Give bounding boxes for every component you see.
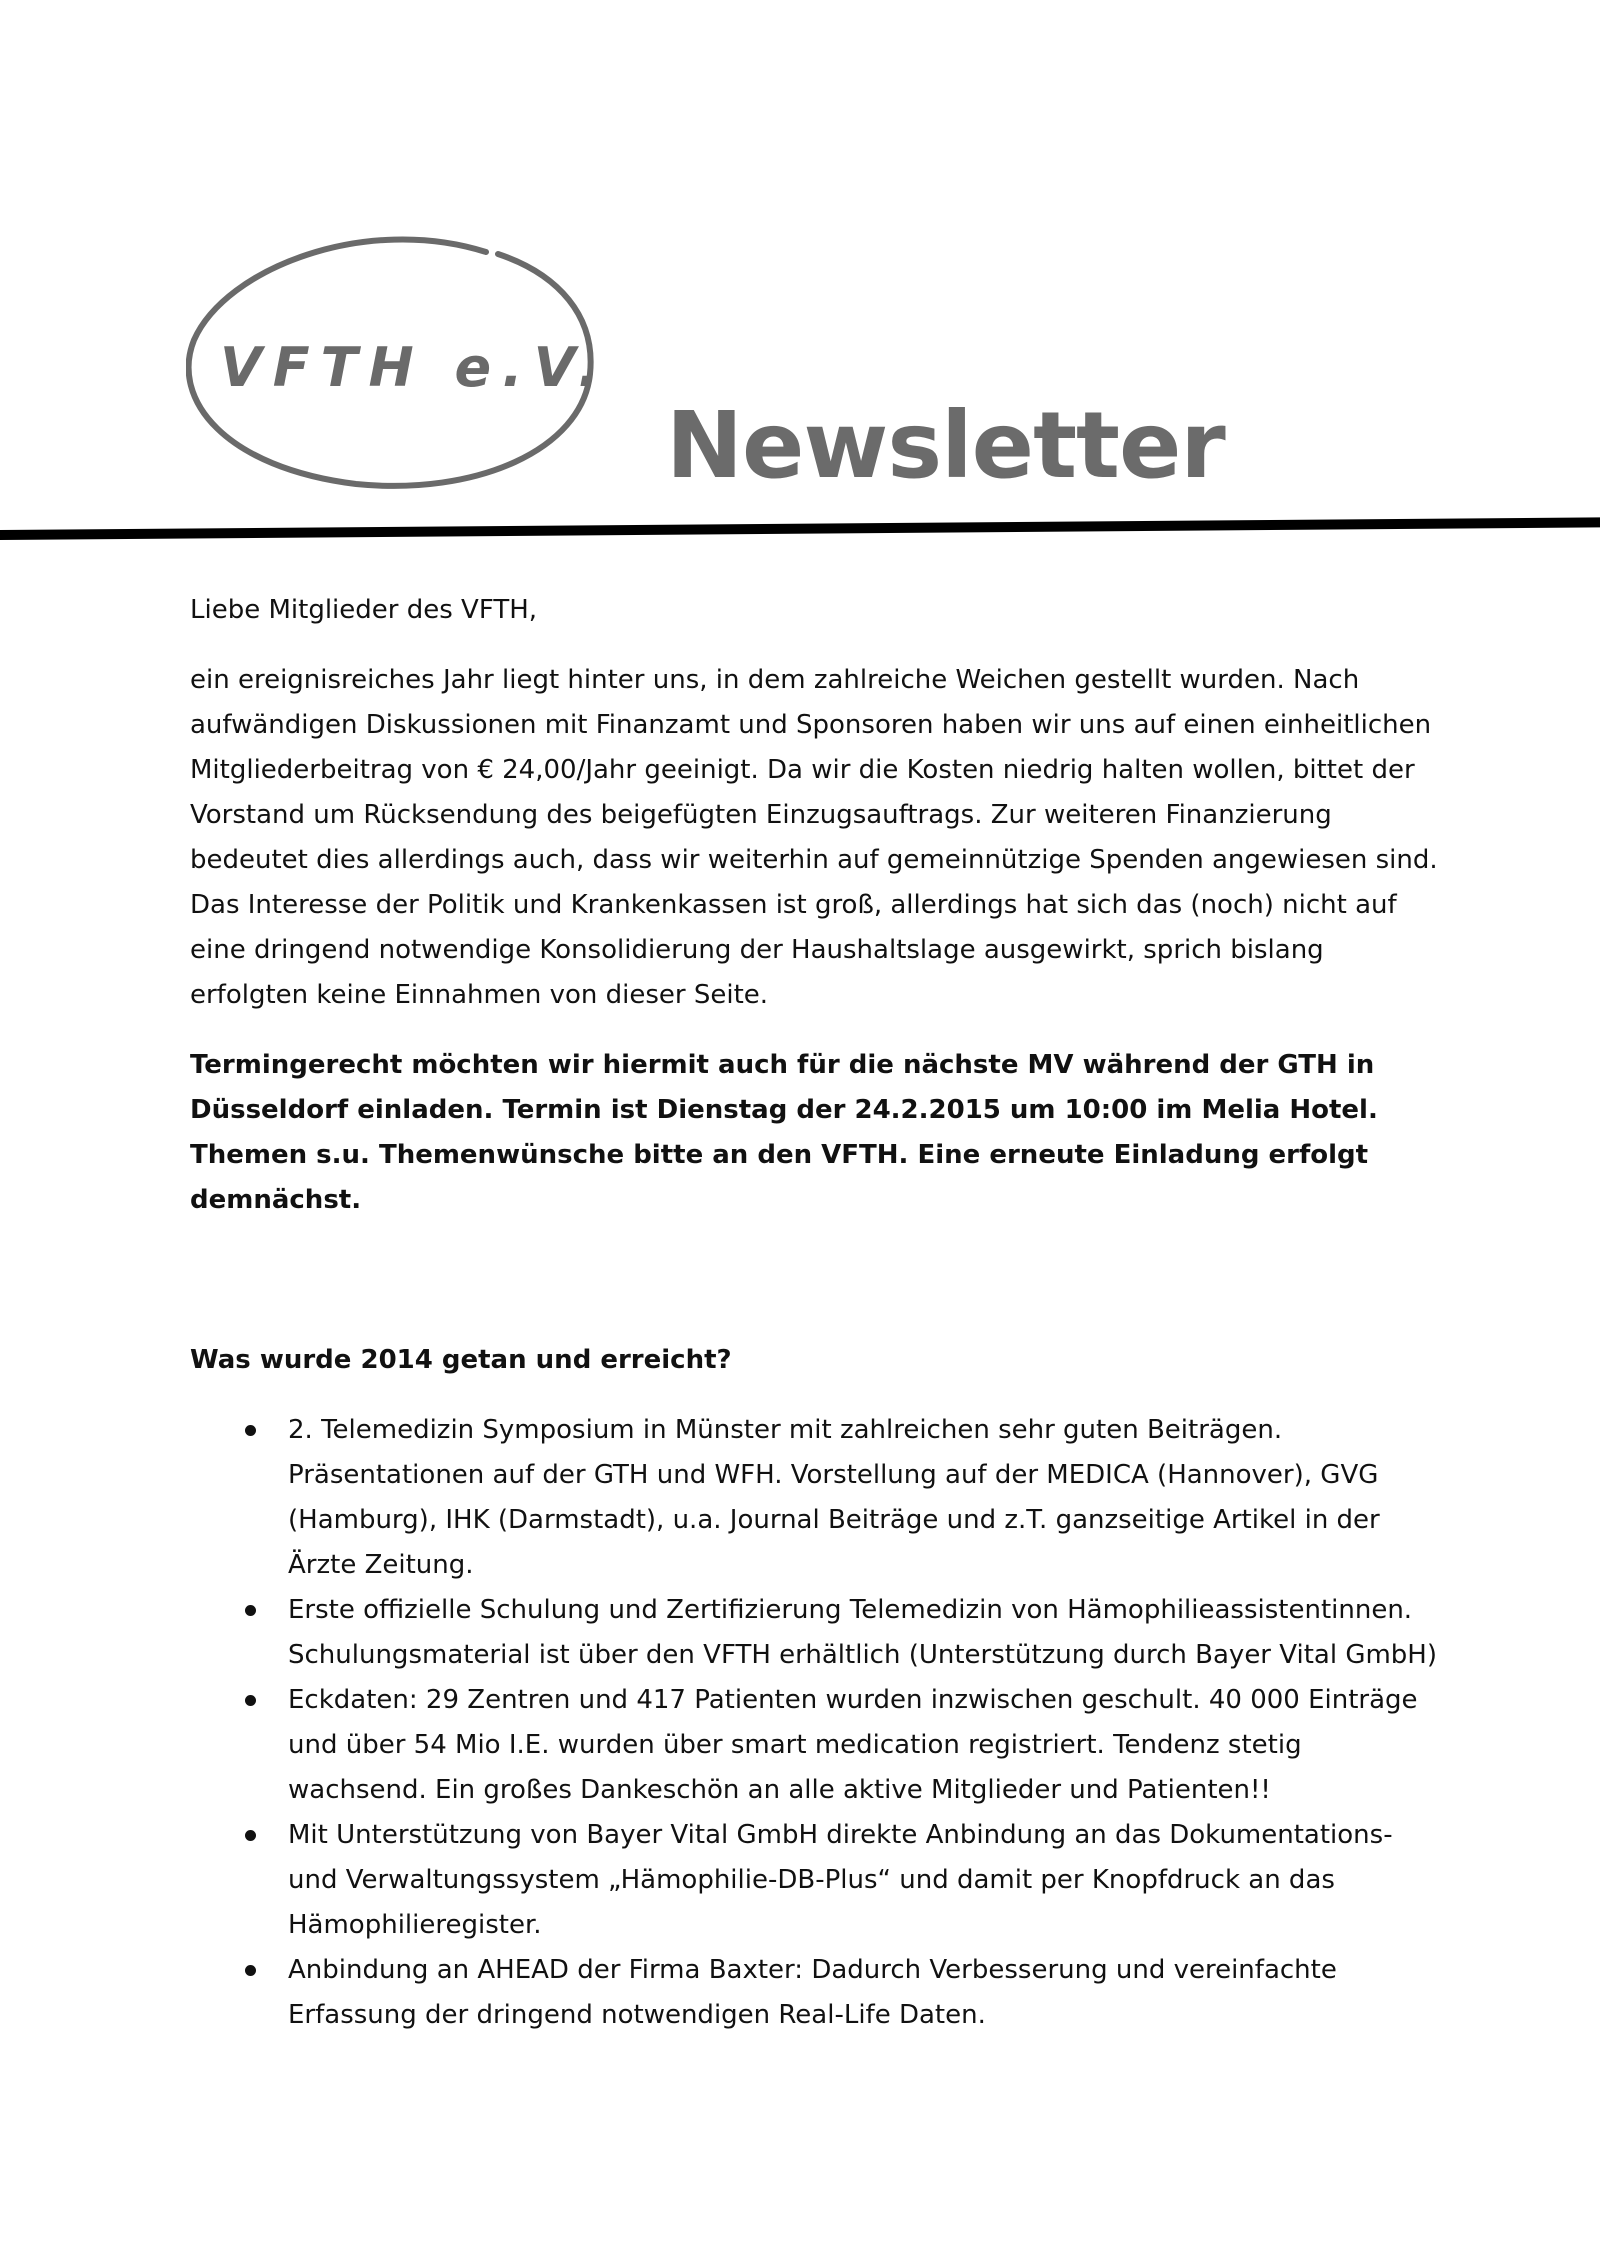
logo-text: VFTH e.V.	[220, 336, 610, 399]
list-item	[190, 1948, 1440, 2038]
list-item	[190, 1588, 1440, 1678]
list-item	[190, 1678, 1440, 1813]
bullet-icon	[245, 1605, 256, 1616]
list-item-text: 2. Telemedizin Symposium in Münster mit zahlreichen sehr guten Beiträgen. Präsentationen auf der GTH und WFH. Vorstellung auf der MEDICA (Hannover), GVG (Hamburg), IHK (Darmstadt), u.a. Journal Beiträge und z.T. ganzseitige Artikel in der Ärzte Zeitung.	[288, 1415, 1380, 1580]
meeting-announcement: Termingerecht möchten wir hiermit auch für die nächste MV während der GTH in Düsseldorf einladen. Termin ist Dienstag der 24.2.2015 um 10:00 im Melia Hotel. Themen s.u. Themenwünsche bitte an den VFTH. Eine erneute Einladung erfolgt demnächst.	[190, 1050, 1378, 1215]
section-title: Was wurde 2014 getan und erreicht?	[190, 1345, 732, 1375]
achievements-list	[190, 1408, 1440, 2038]
newsletter-title: Newsletter	[666, 392, 1225, 499]
vfth-logo	[186, 228, 610, 498]
bullet-icon	[245, 1695, 256, 1706]
bullet-icon	[245, 1830, 256, 1841]
header-divider	[0, 517, 1600, 540]
list-item-text: Erste offizielle Schulung und Zertifizierung Telemedizin von Hämophilieassistentinnen. Schulungsmaterial ist über den VFTH erhältlich (Unterstützung durch Bayer Vital GmbH)	[288, 1595, 1437, 1670]
letter-body	[190, 588, 1440, 2038]
list-item-text: Mit Unterstützung von Bayer Vital GmbH direkte Anbindung an das Dokumentations- und Verwaltungssystem „Hämophilie-DB-Plus“ und damit per Knopfdruck an das Hämophilieregister.	[288, 1820, 1393, 1940]
bullet-icon	[245, 1965, 256, 1976]
list-item-text: Anbindung an AHEAD der Firma Baxter: Dadurch Verbesserung und vereinfachte Erfassung der dringend notwendigen Real-Life Daten.	[288, 1955, 1337, 2030]
list-item-text: Eckdaten: 29 Zentren und 417 Patienten wurden inzwischen geschult. 40 000 Einträge und über 54 Mio I.E. wurden über smart medication registriert. Tendenz stetig wachsend. Ein großes Dankeschön an alle aktive Mitglieder und Patienten!!	[288, 1685, 1418, 1805]
list-item	[190, 1408, 1440, 1588]
bullet-icon	[245, 1425, 256, 1436]
intro-paragraph: ein ereignisreiches Jahr liegt hinter uns, in dem zahlreiche Weichen gestellt wurden. Nach aufwändigen Diskussionen mit Finanzamt und Sponsoren haben wir uns auf einen einheitlichen Mitgliederbeitrag von € 24,00/Jahr geeinigt. Da wir die Kosten niedrig halten wollen, bittet der Vorstand um Rücksendung des beigefügten Einzugsauftrags. Zur weiteren Finanzierung bedeutet dies allerdings auch, dass wir weiterhin auf gemeinnützige Spenden angewiesen sind. Das Interesse der Politik und Krankenkassen ist groß, allerdings hat sich das (noch) nicht auf eine dringend notwendige Konsolidierung der Haushaltslage ausgewirkt, sprich bislang erfolgten keine Einnahmen von dieser Seite.	[190, 665, 1438, 1010]
salutation: Liebe Mitglieder des VFTH,	[190, 595, 538, 625]
list-item	[190, 1813, 1440, 1948]
